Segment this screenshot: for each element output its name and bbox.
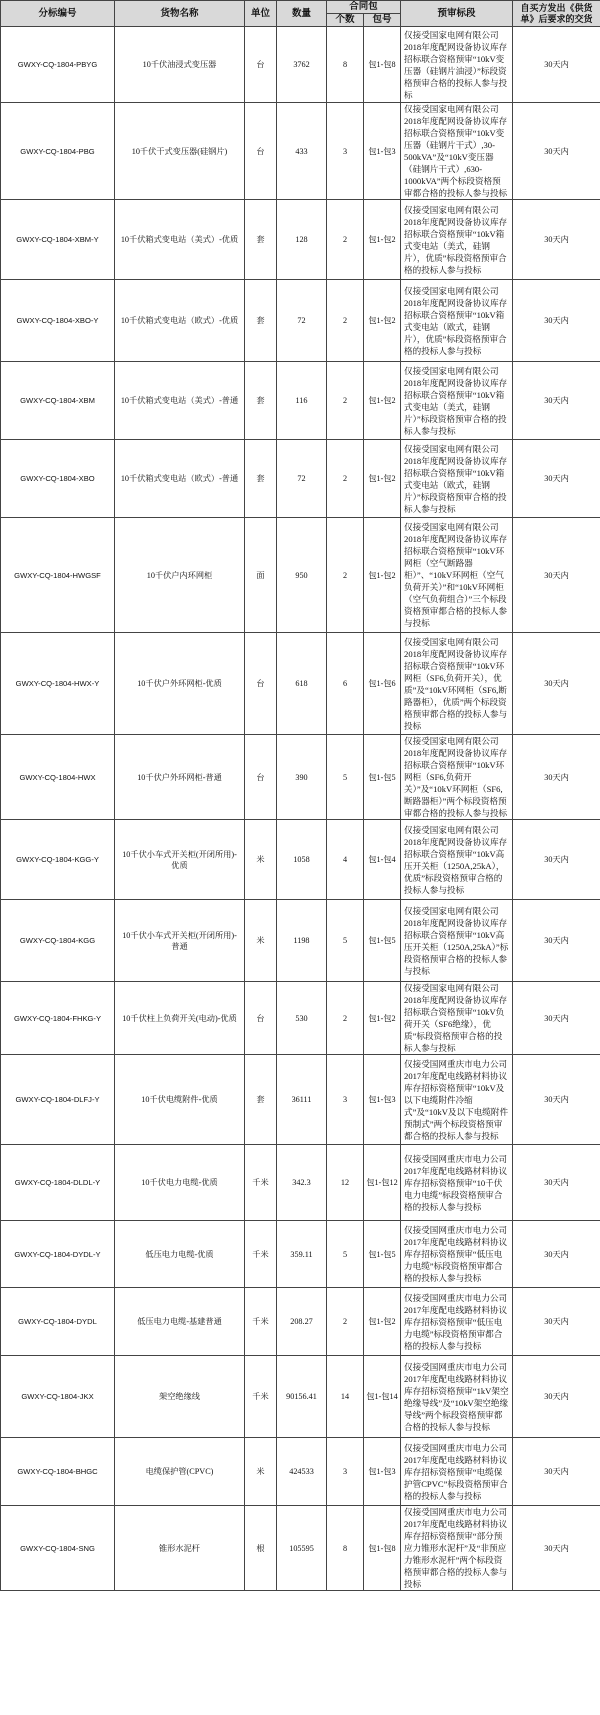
cell-qualification: 仅接受国网重庆市电力公司2017年度配电线路材料协议库存招标资格预审“10千伏电力电缆”标段资格预审合格的投标人参与投标 [401,1145,513,1221]
cell-qty: 36111 [277,1055,327,1145]
table-body [1,27,600,1591]
cell-code: GWXY-CQ-1804-FHKG-Y [1,982,115,1055]
cell-goods: 10千伏小车式开关柜(开闭所用)-优质 [115,820,245,900]
cell-delivery: 30天内 [513,1055,600,1145]
table-row [1,1438,600,1506]
cell-delivery: 30天内 [513,200,600,280]
table-header [1,1,600,27]
cell-qualification: 仅接受国网重庆市电力公司2017年度配电线路材料协议库存招标资格预审“电缆保护管CPVC”标段资格预审合格的投标人参与投标 [401,1438,513,1506]
cell-goods: 电缆保护管(CPVC) [115,1438,245,1506]
cell-qualification: 仅接受国网重庆市电力公司2017年度配电线路材料协议库存招标资格预审“1kV架空绝缘导线”及“10kV架空绝缘导线”两个标段资格预审都合格的投标人参与投标 [401,1356,513,1438]
cell-goods: 架空绝缘线 [115,1356,245,1438]
cell-count: 2 [327,200,364,280]
cell-count: 3 [327,103,364,200]
cell-unit: 套 [245,440,277,518]
cell-goods: 10千伏户外环网柜-优质 [115,633,245,735]
cell-pkg: 包1-包8 [364,1506,401,1591]
header-qty: 数量 [277,1,327,27]
cell-delivery: 30天内 [513,1356,600,1438]
cell-goods: 10千伏箱式变电站（欧式）-优质 [115,280,245,362]
cell-count: 5 [327,735,364,820]
cell-code: GWXY-CQ-1804-PBYG [1,27,115,103]
cell-qty: 433 [277,103,327,200]
cell-goods: 锥形水泥杆 [115,1506,245,1591]
cell-unit: 米 [245,820,277,900]
header-qual: 预审标段 [401,1,513,27]
cell-pkg: 包1-包8 [364,27,401,103]
cell-count: 2 [327,518,364,633]
table-row [1,280,600,362]
cell-code: GWXY-CQ-1804-XBM-Y [1,200,115,280]
table-row [1,735,600,820]
cell-qty: 1198 [277,900,327,982]
cell-delivery: 30天内 [513,1506,600,1591]
cell-qty: 116 [277,362,327,440]
cell-unit: 千米 [245,1288,277,1356]
cell-qty: 342.3 [277,1145,327,1221]
cell-qualification: 仅接受国家电网有限公司2018年度配网设备协议库存招标联合资格预审“10kV高压开关柜（1250A,25kA）”标段资格预审合格的投标人参与投标 [401,900,513,982]
cell-goods: 10千伏户内环网柜 [115,518,245,633]
table-row [1,820,600,900]
cell-code: GWXY-CQ-1804-XBO [1,440,115,518]
cell-count: 12 [327,1145,364,1221]
cell-pkg: 包1-包3 [364,1438,401,1506]
table-row [1,362,600,440]
cell-unit: 米 [245,900,277,982]
cell-delivery: 30天内 [513,1288,600,1356]
cell-delivery: 30天内 [513,900,600,982]
cell-pkg: 包1-包2 [364,200,401,280]
cell-delivery: 30天内 [513,633,600,735]
cell-goods: 10千伏箱式变电站（美式）-普通 [115,362,245,440]
cell-qualification: 仅接受国家电网有限公司2018年度配网设备协议库存招标联合资格预审“10kV负荷开关（SF6绝缘），优质”标段资格预审合格的投标人参与投标 [401,982,513,1055]
table-row [1,1221,600,1288]
cell-goods: 10千伏户外环网柜-普通 [115,735,245,820]
cell-qty: 618 [277,633,327,735]
cell-unit: 米 [245,1438,277,1506]
cell-count: 3 [327,1055,364,1145]
cell-delivery: 30天内 [513,362,600,440]
cell-code: GWXY-CQ-1804-DYDL-Y [1,1221,115,1288]
cell-delivery: 30天内 [513,982,600,1055]
cell-code: GWXY-CQ-1804-JKX [1,1356,115,1438]
cell-goods: 10千伏箱式变电站（欧式）-普通 [115,440,245,518]
cell-count: 2 [327,982,364,1055]
table-row [1,1288,600,1356]
table-row [1,633,600,735]
cell-qualification: 仅接受国网重庆市电力公司2017年度配电线路材料协议库存招标资格预审“低压电力电缆”标段资格预审都合格的投标人参与投标 [401,1221,513,1288]
table-row [1,27,600,103]
table-row [1,1055,600,1145]
cell-unit: 千米 [245,1145,277,1221]
cell-count: 2 [327,1288,364,1356]
cell-unit: 套 [245,280,277,362]
table-row [1,103,600,200]
cell-count: 4 [327,820,364,900]
header-delivery: 自买方发出《供货单》后要求的交货 [513,1,600,27]
cell-delivery: 30天内 [513,1438,600,1506]
cell-goods: 10千伏油浸式变压器 [115,27,245,103]
cell-pkg: 包1-包2 [364,1288,401,1356]
cell-code: GWXY-CQ-1804-SNG [1,1506,115,1591]
cell-unit: 面 [245,518,277,633]
cell-unit: 台 [245,633,277,735]
cell-pkg: 包1-包5 [364,735,401,820]
cell-goods: 10千伏箱式变电站（美式）-优质 [115,200,245,280]
table-row [1,1506,600,1591]
cell-delivery: 30天内 [513,518,600,633]
cell-pkg: 包1-包14 [364,1356,401,1438]
cell-pkg: 包1-包3 [364,103,401,200]
cell-unit: 千米 [245,1356,277,1438]
table-row [1,900,600,982]
cell-count: 14 [327,1356,364,1438]
cell-goods: 低压电力电缆-优质 [115,1221,245,1288]
cell-delivery: 30天内 [513,280,600,362]
cell-qualification: 仅接受国家电网有限公司2018年度配网设备协议库存招标联合资格预审“10kV环网柜（SF6,负荷开关）”及“10kV环网柜（SF6,断路器柜）”两个标段资格预审都合格的投标人参与投标 [401,735,513,820]
cell-count: 5 [327,1221,364,1288]
cell-unit: 套 [245,200,277,280]
cell-pkg: 包1-包4 [364,820,401,900]
cell-code: GWXY-CQ-1804-XBM [1,362,115,440]
cell-pkg: 包1-包12 [364,1145,401,1221]
cell-goods: 10千伏干式变压器(硅钢片) [115,103,245,200]
cell-code: GWXY-CQ-1804-HWGSF [1,518,115,633]
cell-unit: 台 [245,735,277,820]
cell-qty: 208.27 [277,1288,327,1356]
cell-qualification: 仅接受国家电网有限公司2018年度配网设备协议库存招标联合资格预审“10kV高压开关柜（1250A,25kA），优质”标段资格预审合格的投标人参与投标 [401,820,513,900]
cell-pkg: 包1-包6 [364,633,401,735]
cell-delivery: 30天内 [513,440,600,518]
table-row [1,200,600,280]
table-row [1,440,600,518]
cell-qty: 3762 [277,27,327,103]
cell-goods: 低压电力电缆-基建普通 [115,1288,245,1356]
cell-qualification: 仅接受国家电网有限公司2018年度配网设备协议库存招标联合资格预审“10kV变压器（硅钢片干式）,30-500kVA”及“10kV变压器（硅钢片干式）,630-1000kVA”两个标段资格预审都合格的投标人参与投标 [401,103,513,200]
cell-qualification: 仅接受国网重庆市电力公司2017年度配电线路材料协议库存招标资格预审“10kV及以下电缆附件冷缩式”及“10kV及以下电缆附件预制式”两个标段资格预审都合格的投标人参与投标 [401,1055,513,1145]
cell-qualification: 仅接受国家电网有限公司2018年度配网设备协议库存招标联合资格预审“10kV箱式变电站（欧式，硅钢片）”标段资格预审合格的投标人参与投标 [401,440,513,518]
header-contract: 合同包 [327,1,401,14]
cell-count: 2 [327,280,364,362]
cell-qualification: 仅接受国家电网有限公司2018年度配网设备协议库存招标联合资格预审“10kV环网柜（SF6,负荷开关），优质”及“10kV环网柜（SF6,断路器柜），优质”两个标段资格预审都合格的投标人参与投标 [401,633,513,735]
cell-unit: 台 [245,103,277,200]
cell-code: GWXY-CQ-1804-DLDL-Y [1,1145,115,1221]
table-row [1,1145,600,1221]
cell-count: 3 [327,1438,364,1506]
cell-qualification: 仅接受国家电网有限公司2018年度配网设备协议库存招标联合资格预审“10kV环网柜（空气断路器柜）”、“10kV环网柜（空气负荷开关）”和“10kV环网柜（空气负荷组合）”三个标段资格预审都合格的投标人参与投标 [401,518,513,633]
cell-code: GWXY-CQ-1804-DYDL [1,1288,115,1356]
cell-qty: 424533 [277,1438,327,1506]
cell-count: 5 [327,900,364,982]
cell-pkg: 包1-包2 [364,982,401,1055]
cell-code: GWXY-CQ-1804-XBO-Y [1,280,115,362]
cell-unit: 千米 [245,1221,277,1288]
cell-pkg: 包1-包3 [364,1055,401,1145]
cell-delivery: 30天内 [513,1145,600,1221]
cell-qualification: 仅接受国网重庆市电力公司2017年度配电线路材料协议库存招标资格预审“低压电力电缆”标段资格预审都合格的投标人参与投标 [401,1288,513,1356]
cell-unit: 根 [245,1506,277,1591]
cell-qty: 530 [277,982,327,1055]
cell-delivery: 30天内 [513,1221,600,1288]
cell-qty: 72 [277,280,327,362]
cell-code: GWXY-CQ-1804-DLFJ-Y [1,1055,115,1145]
header-pkg: 包号 [364,14,401,27]
cell-qty: 90156.41 [277,1356,327,1438]
cell-pkg: 包1-包2 [364,518,401,633]
table-row [1,518,600,633]
header-unit: 单位 [245,1,277,27]
cell-count: 8 [327,1506,364,1591]
cell-delivery: 30天内 [513,27,600,103]
cell-qty: 359.11 [277,1221,327,1288]
cell-goods: 10千伏电缆附件-优质 [115,1055,245,1145]
cell-goods: 10千伏小车式开关柜(开闭所用)-普通 [115,900,245,982]
cell-code: GWXY-CQ-1804-PBG [1,103,115,200]
cell-pkg: 包1-包2 [364,362,401,440]
cell-unit: 套 [245,1055,277,1145]
cell-code: GWXY-CQ-1804-KGG-Y [1,820,115,900]
cell-qualification: 仅接受国家电网有限公司2018年度配网设备协议库存招标联合资格预审“10kV箱式变电站（欧式，硅钢片），优质”标段资格预审合格的投标人参与投标 [401,280,513,362]
table-row [1,982,600,1055]
cell-qty: 72 [277,440,327,518]
cell-count: 8 [327,27,364,103]
cell-count: 6 [327,633,364,735]
cell-pkg: 包1-包2 [364,440,401,518]
cell-count: 2 [327,362,364,440]
cell-unit: 套 [245,362,277,440]
cell-qualification: 仅接受国家电网有限公司2018年度配网设备协议库存招标联合资格预审“10kV变压器（硅钢片油浸）”标段资格预审合格的投标人参与投标 [401,27,513,103]
cell-code: GWXY-CQ-1804-KGG [1,900,115,982]
cell-qty: 128 [277,200,327,280]
cell-code: GWXY-CQ-1804-HWX [1,735,115,820]
cell-goods: 10千伏电力电缆-优质 [115,1145,245,1221]
cell-unit: 台 [245,27,277,103]
cell-delivery: 30天内 [513,103,600,200]
cell-delivery: 30天内 [513,820,600,900]
cell-qualification: 仅接受国家电网有限公司2018年度配网设备协议库存招标联合资格预审“10kV箱式变电站（美式，硅钢片）”标段资格预审合格的投标人参与投标 [401,362,513,440]
cell-pkg: 包1-包5 [364,1221,401,1288]
cell-qty: 950 [277,518,327,633]
cell-pkg: 包1-包2 [364,280,401,362]
cell-qty: 1058 [277,820,327,900]
cell-qualification: 仅接受国家电网有限公司2018年度配网设备协议库存招标联合资格预审“10kV箱式变电站（美式，硅钢片），优质”标段资格预审合格的投标人参与投标 [401,200,513,280]
cell-count: 2 [327,440,364,518]
cell-qty: 390 [277,735,327,820]
cell-qualification: 仅接受国网重庆市电力公司2017年度配电线路材料协议库存招标资格预审“部分预应力锥形水泥杆”及“非预应力锥形水泥杆”两个标段资格预审都合格的投标人参与投标 [401,1506,513,1591]
cell-pkg: 包1-包5 [364,900,401,982]
cell-qty: 105595 [277,1506,327,1591]
cell-delivery: 30天内 [513,735,600,820]
header-count: 个数 [327,14,364,27]
header-goods: 货物名称 [115,1,245,27]
header-code: 分标编号 [1,1,115,27]
cell-code: GWXY-CQ-1804-HWX-Y [1,633,115,735]
cell-code: GWXY-CQ-1804-BHGC [1,1438,115,1506]
table-row [1,1356,600,1438]
cell-goods: 10千伏柱上负荷开关(电动)-优质 [115,982,245,1055]
cell-unit: 台 [245,982,277,1055]
